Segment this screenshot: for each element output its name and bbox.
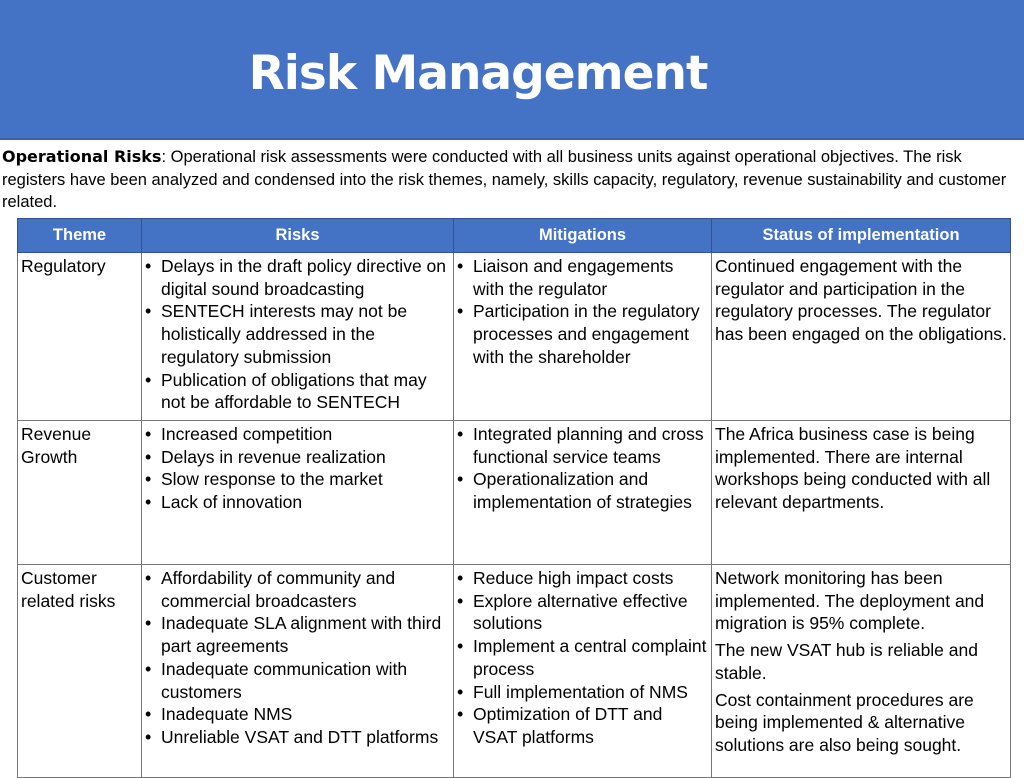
table-row	[18, 421, 1011, 565]
risks-cell	[142, 421, 454, 565]
theme-cell: Revenue Growth	[18, 421, 142, 565]
mitigation-item: • Reduce high impact costs	[457, 567, 708, 590]
theme-cell: Regulatory	[18, 253, 142, 421]
risk-item: • Inadequate SLA alignment with third part agreements	[145, 612, 450, 657]
risk-item: • Delays in revenue realization	[145, 446, 450, 469]
header-status: Status of implementation	[712, 219, 1011, 253]
risk-item: • Increased competition	[145, 423, 450, 446]
risks-cell	[142, 565, 454, 778]
status-text: Network monitoring has been implemented. The deployment and migration is 95% complete.	[715, 568, 985, 634]
intro-paragraph	[2, 146, 1022, 214]
title-banner	[0, 0, 1024, 140]
risk-item: • Lack of innovation	[145, 491, 450, 514]
status-text: The new VSAT hub is reliable and stable.	[715, 640, 978, 683]
mitigation-item: • Participation in the regulatory processes and engagement with the shareholder	[457, 300, 708, 368]
status-text: Cost containment procedures are being implemented & alternative solutions are also being sought.	[715, 689, 974, 755]
mitigation-item: • Operationalization and implementation of strategies	[457, 468, 708, 513]
status-cell	[712, 253, 1011, 421]
table-header-row	[18, 219, 1011, 253]
risk-item: • Delays in the draft policy directive on digital sound broadcasting	[145, 255, 450, 300]
header-mitigations: Mitigations	[454, 219, 712, 253]
risks-cell	[142, 253, 454, 421]
mitigation-item: • Optimization of DTT and VSAT platforms	[457, 703, 708, 748]
mitigation-item: • Liaison and engagements with the regulator	[457, 255, 708, 300]
risk-item: • Inadequate NMS	[145, 703, 450, 726]
status-text: The Africa business case is being implemented. There are internal workshops being conducted with all relevant departments.	[715, 424, 991, 513]
risk-item: • Slow response to the market	[145, 468, 450, 491]
table-row	[18, 565, 1011, 778]
mitigations-cell	[454, 253, 712, 421]
header-risks: Risks	[142, 219, 454, 253]
status-cell	[712, 421, 1011, 565]
risk-table	[17, 218, 1011, 778]
table-row	[18, 253, 1011, 421]
risk-item: • Inadequate communication with customers	[145, 658, 450, 703]
intro-text: : Operational risk assessments were conducted with all business units against operational objectives. The risk registers have been analyzed and condensed into the risk themes, namely, skills capacity, regulatory, revenue sustainability and customer related.	[2, 148, 1007, 211]
theme-cell: Customer related risks	[18, 565, 142, 778]
risk-item: • Unreliable VSAT and DTT platforms	[145, 726, 450, 749]
mitigation-item: • Implement a central complaint process	[457, 635, 708, 680]
intro-lead: Operational Risks	[2, 147, 162, 166]
status-text: Continued engagement with the regulator and participation in the regulatory processes. The regulator has been engaged on the obligations.	[715, 256, 1007, 345]
status-cell	[712, 565, 1011, 778]
risk-item: • Publication of obligations that may not be affordable to SENTECH	[145, 369, 450, 414]
header-theme: Theme	[18, 219, 142, 253]
mitigations-cell	[454, 421, 712, 565]
page-title: Risk Management	[248, 46, 708, 101]
risk-item: • Affordability of community and commercial broadcasters	[145, 567, 450, 612]
mitigation-item: • Full implementation of NMS	[457, 681, 708, 704]
mitigations-cell	[454, 565, 712, 778]
mitigation-item: • Explore alternative effective solutions	[457, 590, 708, 635]
mitigation-item: • Integrated planning and cross functional service teams	[457, 423, 708, 468]
risk-item: • SENTECH interests may not be holistically addressed in the regulatory submission	[145, 300, 450, 368]
